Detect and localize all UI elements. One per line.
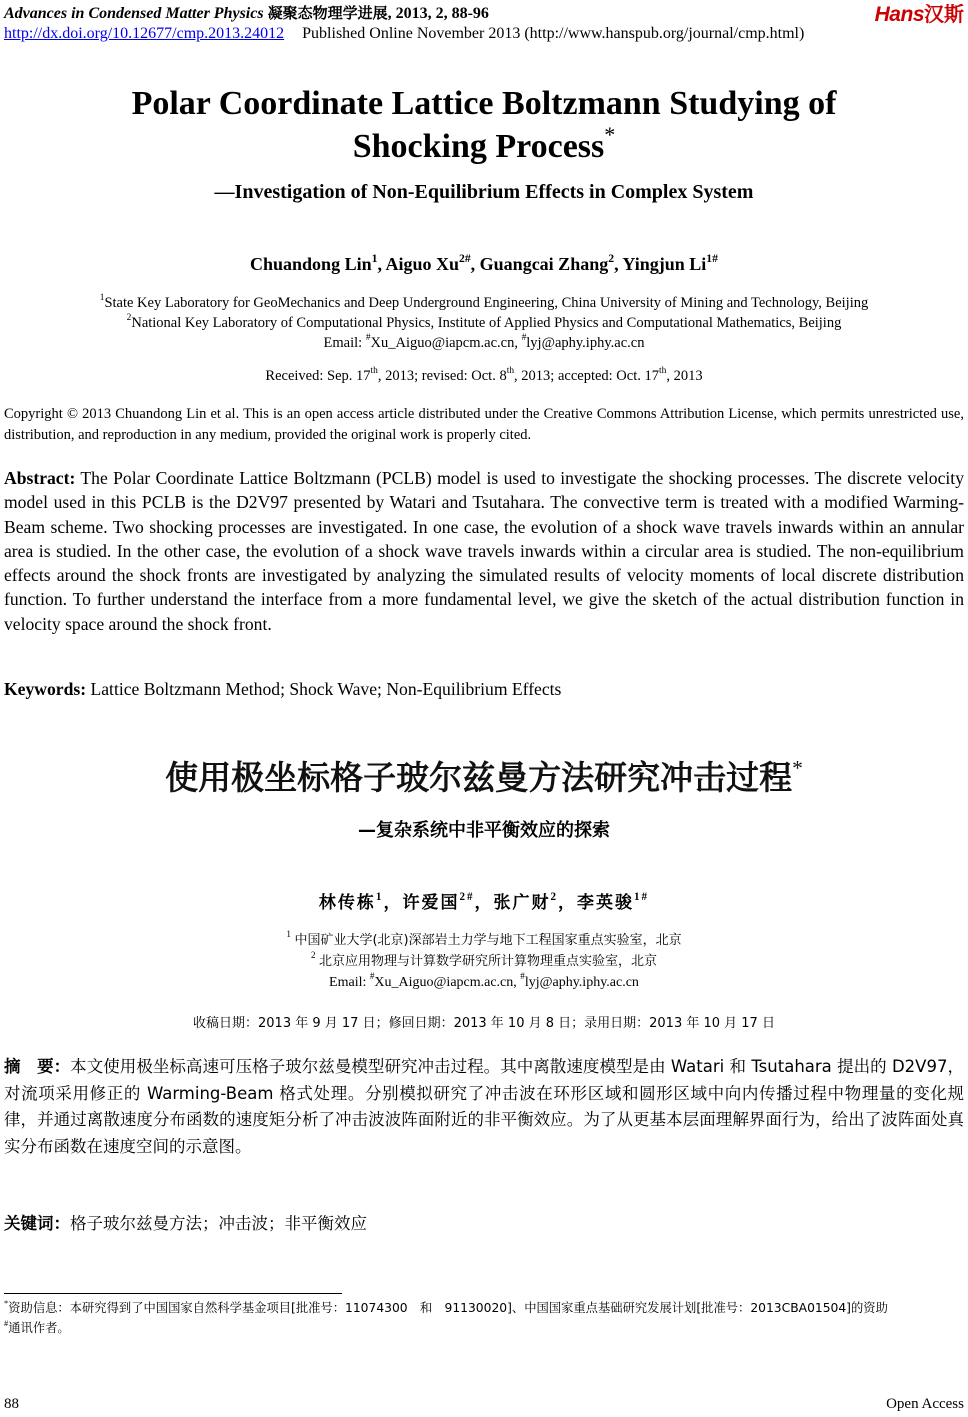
en-author: Yingjun $Li^{1\#}$ [622, 251, 718, 274]
page-number: 88 [4, 1396, 19, 1412]
hans-logo [875, 0, 964, 27]
chinese-abstract [4, 1054, 964, 1160]
header-line2 [4, 25, 964, 43]
cn-email: Email: #Xu_Aiguo@iapcm.ac.cn, #lyj@aphy.iphy.ac.cn [329, 971, 639, 990]
chinese-title: 使用极坐标格子玻尔兹曼方法研究冲击过程* [165, 755, 803, 797]
footnote-divider [4, 1293, 342, 1294]
running-header [4, 2, 964, 23]
affiliation-2: $^2$National Key Laboratory of Computational Physics, Institute of Applied Physics and Computational Mathematics, Beijing [126, 313, 842, 331]
keywords-text: Lattice Boltzmann Method; Shock Wave; Non-Equilibrium Effects [90, 679, 562, 699]
cn-keywords-label: 关键词： [4, 1214, 70, 1233]
chinese-dates: 收稿日期：2013 年 9 月 17 日；修回日期：2013 年 10 月 8 日；录用日期：2013 年 10 月 17 日 [193, 1016, 775, 1031]
cn-keywords-text: 格子玻尔兹曼方法；冲击波；非平衡效应 [70, 1214, 367, 1233]
chinese-affiliations [0, 930, 968, 993]
english-affiliations [0, 293, 968, 353]
cn-affiliation-1: $^1$ 中国矿业大学(北京)深部岩土力学与地下工程国家重点实验室，北京 [286, 929, 682, 948]
en-author: Guangcai Zhang$^2$, [479, 251, 623, 274]
title-line-1: Polar Coordinate Lattice Boltzmann Studying of [131, 85, 837, 122]
doi-link[interactable]: http://dx.doi.org/10.12677/cmp.2013.24012 [4, 25, 285, 42]
copyright-notice: Copyright © 2013 Chuandong Lin et al. This is an open access article distributed under the Creative Commons Attribution License, which permits unrestricted use, distribution, and reproduction in any medium, provided the original work is properly cited. [4, 406, 964, 443]
english-subtitle: —Investigation of Non-Equilibrium Effects in Complex System [214, 181, 754, 203]
abstract-label: Abstract: [4, 468, 76, 488]
en-author: Chuandong Lin$^1$, [250, 251, 386, 274]
cn-author: 许爱国$^{2\#}$， [402, 891, 494, 913]
journal-name: Advances in Condensed Matter Physics [4, 5, 264, 22]
chinese-subtitle: —复杂系统中非平衡效应的探索 [358, 820, 610, 841]
keywords-label: Keywords: [4, 679, 87, 699]
abstract-text: The Polar Coordinate Lattice Boltzmann (PCLB) model is used to investigate the shocking processes. The discrete velocity model used in this PCLB is the D2V97 presented by Watari and Tsutahara. The convective term is treated with a modified Warming-Beam scheme. Two shocking processes are investigated. In one case, the evolution of a shock wave travels inwards within an annular area is studied. In the other case, the evolution of a shock wave travels inwards within a circular area is studied. The non-equilibrium effects around the shock fronts are investigated by analyzing the simulated results of velocity moments of local discrete distribution function. To further understand the interface from a more fundamental level, we give the sketch of the actual distribution function in velocity space around the shock front. [4, 468, 964, 634]
en-author: Aiguo $Xu^{2\#}$, [385, 251, 480, 274]
affiliation-1: $^1$State Key Laboratory for GeoMechanics and Deep Underground Engineering, China University of Mining and Technology, Beijing [99, 293, 869, 311]
journal-name-cn: 凝聚态物理学进展 [267, 4, 388, 22]
english-authors [0, 251, 968, 275]
chinese-authors [0, 888, 968, 913]
english-abstract [4, 466, 964, 636]
chinese-keywords [4, 1210, 964, 1234]
cn-affiliation-2: $^2$ 北京应用物理与计算数学研究所计算物理重点实验室，北京 [310, 950, 658, 969]
title-line-2: Shocking Process* [352, 122, 616, 165]
english-keywords [4, 679, 964, 700]
footnote-corresponding: #通讯作者。 [4, 1317, 70, 1335]
hans-logo-latin: Hans [874, 3, 924, 26]
hans-logo-cn: 汉斯 [924, 2, 964, 26]
cn-author: 林传栋$^1$， [318, 891, 403, 913]
cn-author: 张广财$^2$， [493, 891, 578, 913]
journal-citation: , 2013, 2, 88-96 [387, 5, 489, 22]
email: Email: #Xu_Aiguo@iapcm.ac.cn, #lyj@aphy.iphy.ac.cn [323, 333, 645, 351]
footnotes [4, 1298, 964, 1338]
cn-abstract-text: 本文使用极坐标高速可压格子玻尔兹曼模型研究冲击过程。其中离散速度模型是由 Watari 和 Tsutahara 提出的 D2V97，对流项采用修正的 Warming-Beam 格式处理。分别模拟研究了冲击波在环形区域和圆形区域中向内传播过程中物理量的变化规律，并通过离散速度分布函数的速度矩分析了冲击波波阵面附近的非平衡效应。为了从更基本层面理解界面行为，给出了波阵面处真实分布函数在速度空间的示意图。 [4, 1057, 965, 1156]
published-online: Published Online November 2013 (http://www.hanspub.org/journal/cmp.html) [302, 25, 805, 42]
english-title [0, 82, 968, 168]
footnote-funding: *资助信息：本研究得到了中国国家自然科学基金项目[批准号：11074300 和 91130020]、中国国家重点基础研究发展计划[批准号：2013CBA01504]的资助 [4, 1297, 888, 1315]
cn-author: 李英骏$^{1\#}$ [577, 891, 650, 913]
cn-abstract-label: 摘 要： [4, 1057, 71, 1076]
received-dates: Received: Sep. 17th, 2013; revised: Oct. 8th, 2013; accepted: Oct. 17th, 2013 [265, 366, 703, 384]
open-access-label: Open Access [886, 1396, 964, 1412]
